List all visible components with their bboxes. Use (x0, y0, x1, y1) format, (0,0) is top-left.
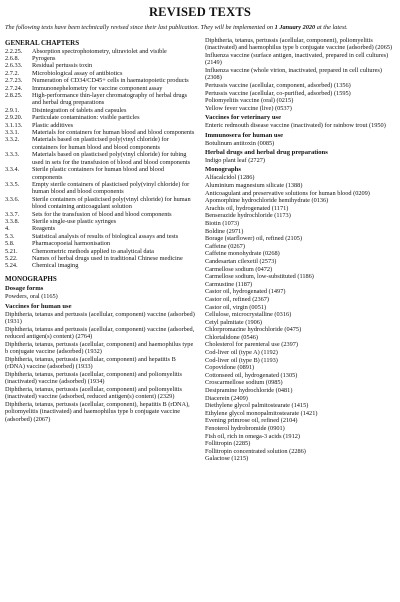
monograph-entry: Arachis oil, hydrogenated (1171) (205, 204, 289, 212)
chapter-title: Sterile containers of plasticised poly(vinyl chloride) for human blood containing anticoagulant solution (32, 195, 191, 211)
dosage-forms-heading: Dosage forms (5, 285, 44, 293)
immunoserum-entry: Botulinum antitoxin (0085) (205, 139, 275, 147)
chapter-title: Absorption spectrophotometry, ultraviolet and visible (32, 47, 167, 55)
monograph-entry: Boldine (2971) (205, 227, 244, 235)
chapter-number: 4. (5, 225, 10, 233)
herbal-entry: Indigo plant leaf (2727) (205, 157, 265, 164)
monograph-entry: Cod-liver oil (type B) (1193) (205, 356, 278, 364)
monographs-section-heading: MONOGRAPHS (5, 274, 57, 283)
intro-after: at the latest. (315, 24, 348, 31)
vaccine-entry: Influenza vaccine (whole virion, inactivated, prepared in cell cultures) (2308) (205, 67, 382, 82)
monograph-entry: Benserazide hydrochloride (1173) (205, 212, 291, 220)
monograph-entry: Carmellose sodium (0472) (205, 265, 273, 273)
monograph-entry: Follitropin (2285) (205, 440, 251, 448)
vaccine-entry: Diphtheria, tetanus and pertussis (acellular, component) vaccine (adsorbed, reduced antigen(s) content) (2764) (5, 325, 195, 341)
chapter-number: 2.2.25. (5, 47, 23, 55)
monograph-entry: Chlortalidone (0546) (205, 333, 258, 341)
monograph-entry: Cod-liver oil (type A) (1192) (205, 349, 278, 357)
vaccine-entry: Yellow fever vaccine (live) (0537) (205, 104, 292, 112)
herbal-heading: Herbal drugs and herbal drug preparations (205, 149, 328, 156)
monograph-entry: Castor oil, hydrogenated (1497) (205, 288, 286, 296)
chapter-title: Names of herbal drugs used in traditional Chinese medicine (32, 254, 183, 262)
vaccine-entry: Poliomyelitis vaccine (oral) (0215) (205, 97, 294, 105)
chapter-number: 2.8.25. (5, 92, 23, 100)
monograph-entry: Cetyl palmitate (1906) (205, 318, 263, 326)
chapter-entry (5, 225, 195, 232)
chapter-entry (5, 166, 195, 181)
chapter-number: 5.21. (5, 247, 18, 255)
right-column (205, 37, 395, 463)
chapter-number: 2.9.20. (5, 114, 23, 122)
chapter-title: Reagents (32, 225, 56, 233)
vet-vaccine-entry: Enteric redmouth disease vaccine (inactivated) for rainbow trout (1950) (205, 122, 386, 130)
page-title: REVISED TEXTS (148, 5, 252, 19)
chapter-number: 3.3.5. (5, 180, 20, 188)
monograph-entry: Carmustine (1187) (205, 280, 253, 288)
chapter-title: Numeration of CD34/CD45+ cells in haematopoietic products (32, 77, 189, 85)
herbal-list (205, 157, 395, 164)
monograph-entry: Biotin (1073) (205, 219, 240, 227)
monograph-entry: Croscarmellose sodium (0985) (205, 379, 283, 387)
chapter-title: Materials for containers for human blood and blood components (32, 129, 195, 137)
two-columns (5, 37, 395, 463)
vaccine-entry: Pertussis vaccine (acellular, component, adsorbed) (1356) (205, 82, 351, 89)
chapter-number: 3.3.1. (5, 129, 20, 137)
chapter-title: Immunonephelometry for vaccine component assay (32, 84, 163, 92)
chapter-entry (5, 92, 195, 107)
chapter-entry (5, 181, 195, 196)
chapter-number: 2.6.8. (5, 55, 20, 62)
chapter-entry (5, 255, 195, 262)
chapter-entry (5, 62, 195, 69)
vaccines-human-list-left (5, 311, 195, 423)
chapter-entry (5, 262, 195, 269)
chapter-title: Materials based on plasticised poly(vinyl chloride) for containers for human blood and blood components (32, 136, 169, 151)
intro-date: 1 January 2020 (274, 24, 316, 31)
chapter-number: 5.24. (5, 262, 18, 270)
monograph-entry: Fenoterol hydrobromide (0901) (205, 425, 285, 432)
chapter-number: 3.3.6. (5, 195, 20, 203)
monograph-entry: Apomorphine hydrochloride hemihydrate (0136) (205, 197, 329, 205)
chapter-title: Pyrogens (32, 55, 56, 62)
chapter-number: 2.7.23. (5, 77, 23, 85)
chapter-title: Disintegration of tablets and capsules (32, 106, 127, 114)
chapter-entry (5, 211, 195, 218)
monograph-entry: Castor oil, refined (2367) (205, 295, 270, 303)
monograph-entry: Evening primrose oil, refined (2104) (205, 417, 298, 425)
chapter-title: Particulate contamination: visible particles (32, 114, 140, 122)
monograph-entry: Galactose (1215) (205, 455, 249, 463)
chapter-title: Chemical imaging (32, 262, 79, 270)
vaccine-entry: Diphtheria, tetanus, pertussis (acellular, component), hepatitis B (rDNA), poliomyelitis (inactivated) and haemophilus type b conjugate vaccine (adsorbed) (2067) (5, 400, 190, 423)
monograph-entry: Aluminium magnesium silicate (1388) (205, 182, 303, 189)
chapter-number: 3.3.4. (5, 166, 20, 174)
monograph-entry: Carmellose sodium, low-substituted (1186) (205, 273, 314, 281)
monograph-entry: Cholesterol for parenteral use (2397) (205, 341, 299, 349)
vaccine-entry: Diphtheria, tetanus and pertussis (acellular, component) vaccine (adsorbed) (1931) (5, 310, 195, 326)
chapter-number: 3.3.7. (5, 210, 20, 218)
monograph-entry: Borage (starflower) oil, refined (2105) (205, 235, 303, 243)
dosage-forms-list (5, 293, 195, 300)
chapter-entry (5, 122, 195, 129)
chapter-title: Plastic additives (32, 121, 74, 129)
vaccine-entry: Diphtheria, tetanus, pertussis (acellular, component) and haemophilus type b conjugate vaccine (adsorbed) (1932) (5, 340, 194, 356)
chapter-entry (5, 85, 195, 92)
chapter-title: Chemometric methods applied to analytical data (32, 247, 154, 255)
general-chapters-heading: GENERAL CHAPTERS (5, 39, 80, 47)
monograph-entry: Chlorpromazine hydrochloride (0475) (205, 326, 302, 334)
monographs-heading: Monographs (205, 166, 241, 174)
monograph-entry: Cottonseed oil, hydrogenated (1305) (205, 371, 298, 379)
chapter-number: 2.6.33. (5, 62, 23, 70)
monograph-entry: Castor oil, virgin (0051) (205, 303, 267, 311)
immunosera-heading: Immunosera for human use (205, 131, 284, 139)
intro-before: The following texts have been technically revised since their last publication. They will be implemented on (5, 24, 275, 31)
monograph-entry: Candesartan cilexetil (2573) (205, 257, 277, 265)
chapter-title: High-performance thin-layer chromatography of herbal drugs and herbal drug preparations (32, 92, 188, 107)
monograph-entry: Cellulose, microcrystalline (0316) (205, 311, 292, 319)
chapter-entry (5, 129, 195, 136)
chapter-entry (5, 55, 195, 62)
monograph-entry: Ethylene glycol monopalmitostearate (1421) (205, 409, 318, 417)
intro-text (5, 24, 395, 32)
vaccine-entry: Diphtheria, tetanus, pertussis (acellular, component) and poliomyelitis (inactivated) vaccine (adsorbed) (1934) (5, 370, 182, 386)
monograph-entry: Diethylene glycol palmitostearate (1415) (205, 402, 309, 410)
chapter-number: 3.3.2. (5, 136, 20, 144)
chapter-number: 2.7.2. (5, 69, 20, 77)
chapter-title: Pharmacopoeial harmonisation (32, 240, 111, 248)
chapter-number: 2.7.24. (5, 84, 23, 92)
chapter-title: Materials based on plasticised poly(vinyl chloride) for tubing used in sets for the transfusion of blood and blood components (32, 151, 191, 166)
chapter-entry (5, 196, 195, 211)
chapter-entry (5, 218, 195, 225)
general-chapters-list (5, 48, 195, 270)
monograph-entry: Anticoagulant and preservative solutions for human blood (0209) (205, 189, 370, 197)
monograph-entry: Caffeine (0267) (205, 242, 245, 250)
monograph-entry: Follitropin concentrated solution (2286) (205, 447, 306, 455)
dosage-form-entry: Powders, oral (1165) (5, 293, 58, 301)
vaccine-entry: Influenza vaccine (surface antigen, inactivated, prepared in cell cultures) (2149) (205, 52, 389, 67)
monograph-entry: Desipramine hydrochloride (0481) (205, 387, 293, 395)
chapter-number: 3.1.13. (5, 121, 23, 129)
vaccines-vet-list (205, 122, 395, 129)
vaccine-entry: Pertussis vaccine (acellular, co-purified, adsorbed) (1595) (205, 89, 351, 97)
chapter-title: Empty sterile containers of plasticised poly(vinyl chloride) for human blood and blood components (32, 180, 190, 196)
chapter-entry (5, 240, 195, 247)
vaccine-entry: Diphtheria, tetanus, pertussis (acellular, component) and hepatitis B (rDNA) vaccine (adsorbed) (1933) (5, 355, 176, 371)
monograph-entry: Alfacalcidol (1286) (205, 174, 255, 182)
chapter-title: Sterile plastic containers for human blood and blood components (32, 166, 165, 181)
chapter-number: 5.22. (5, 254, 18, 262)
vaccines-vet-heading: Vaccines for veterinary use (205, 114, 281, 122)
chapter-number: 5.3. (5, 232, 15, 240)
chapter-entry (5, 136, 195, 151)
chapter-number: 3.3.3. (5, 151, 20, 159)
vaccine-entry: Diphtheria, tetanus, pertussis (acellular, component) and poliomyelitis (inactivated) vaccine (adsorbed, reduced antigen(s) content) (2329) (5, 385, 182, 401)
chapter-title: Residual pertussis toxin (32, 62, 93, 70)
chapter-entry (5, 70, 195, 77)
vaccine-entry: Diphtheria, tetanus, pertussis (acellular, component), poliomyelitis (inactivated) and haemophilus type b conjugate vaccine (adsorbed) (2065) (205, 37, 393, 52)
chapter-title: Microbiological assay of antibiotics (32, 69, 123, 77)
vaccines-human-heading: Vaccines for human use (5, 302, 72, 310)
chapter-number: 3.3.8. (5, 217, 20, 225)
immunosera-list (205, 140, 395, 147)
monograph-entry: Diacerein (2409) (205, 394, 248, 402)
vaccines-human-list-right (205, 37, 395, 112)
monograph-entry: Copovidone (0891) (205, 364, 255, 372)
monograph-entry: Caffeine monohydrate (0268) (205, 250, 280, 258)
chapter-entry (5, 248, 195, 255)
chapter-entry (5, 107, 195, 114)
chapter-number: 2.9.1. (5, 106, 20, 114)
chapter-title: Sterile single-use plastic syringes (32, 217, 117, 225)
left-column (5, 37, 195, 463)
chapter-entry (5, 77, 195, 84)
chapter-title: Sets for the transfusion of blood and blood components (32, 210, 172, 218)
chapter-entry (5, 151, 195, 166)
monograph-entry: Fish oil, rich in omega-3 acids (1912) (205, 432, 300, 440)
monographs-list (205, 174, 395, 462)
chapter-number: 5.8. (5, 240, 15, 248)
chapter-entry (5, 233, 195, 240)
chapter-entry (5, 114, 195, 121)
chapter-title: Statistical analysis of results of biological assays and tests (32, 232, 179, 240)
chapter-entry (5, 48, 195, 55)
